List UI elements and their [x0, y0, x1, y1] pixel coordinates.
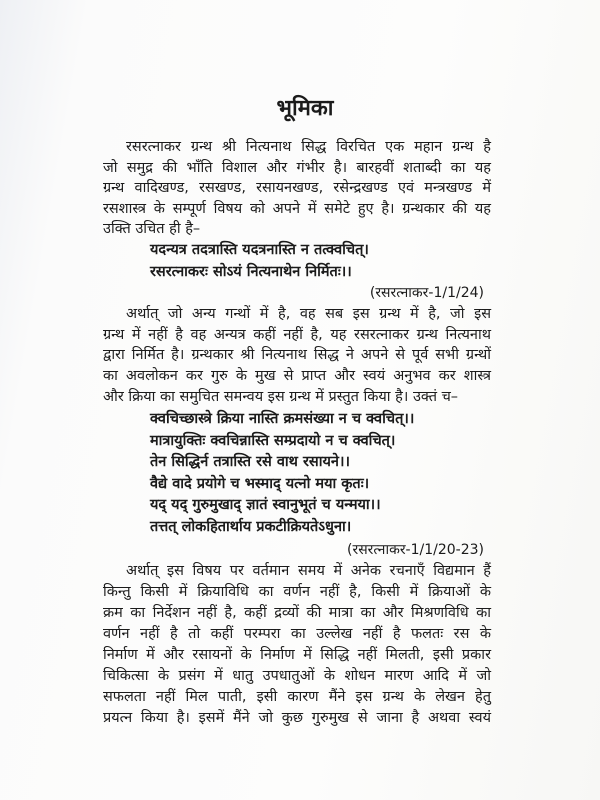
verse-line: वैद्ये वादे प्रयोगे च भस्माद् यत्नो मया कृतः।	[150, 476, 370, 492]
verse-line: तेन सिद्धिर्न तत्रास्ति रसे वाथ रसायने।।	[150, 454, 350, 470]
text-line: निर्माण में और रसायनों के निर्माण में सिद्धि नहीं मिलती, इसी प्रकार	[103, 647, 491, 663]
text-line: ग्रन्थ में नहीं है वह अन्यत्र कहीं नहीं है, यह रसरत्नाकर ग्रन्थ नित्यनाथ	[103, 327, 491, 343]
text-line: रसरत्नाकर ग्रन्थ श्री नित्यनाथ सिद्ध विरचित एक महान ग्रन्थ है	[126, 139, 491, 155]
text-line: ग्रन्थ वादिखण्ड, रसखण्ड, रसायनखण्ड, रसेन्द्रखण्ड एवं मन्त्रखण्ड में	[103, 180, 491, 196]
citation: (रसरत्नाकर-1/1/20-23)	[347, 542, 484, 558]
verse-line: यद् यद् गुरुमुखाद् ज्ञातं स्वानुभूतं च यन्मया।।	[150, 497, 381, 513]
verse-line: यदन्यत्र तदत्रास्ति यदत्रनास्ति न तत्क्वचित्।	[150, 242, 369, 258]
text-line: अर्थात् जो अन्य गन्थों में है, वह सब इस ग्रन्थ में है, जो इस	[126, 306, 491, 322]
text-line: का अवलोकन कर गुरु के मुख से प्राप्त और स्वयं अनुभव कर शास्त्र	[103, 368, 491, 384]
verse-line: क्वचिच्छास्त्रे क्रिया नास्ति क्रमसंख्या न च क्वचित्।।	[150, 411, 415, 427]
verse-line: मात्रायुक्तिः क्वचिन्नास्ति सम्प्रदायो न च क्वचित्।	[150, 433, 396, 449]
text-line: अर्थात् इस विषय पर वर्तमान समय में अनेक रचनाएँ विद्यमान हैं	[126, 563, 491, 579]
text-line: सफलता नहीं मिल पाती, इसी कारण मैंने इस ग्रन्थ के लेखन हेतु	[103, 689, 491, 705]
text-line: वर्णन नहीं है तो कहीं परम्परा का उल्लेख नहीं है फलतः रस के	[103, 626, 491, 642]
page-title: भूमिका	[276, 96, 334, 121]
verse-line: रसरत्नाकरः सोऽयं नित्यनाथेन निर्मितः।।	[150, 264, 352, 280]
verse-line: तत्तत् लोकहितार्थाय प्रकटीक्रियतेऽधुना।	[150, 519, 352, 535]
citation: (रसरत्नाकर-1/1/24)	[369, 285, 484, 301]
text-line: क्रम का निर्देशन नहीं है, कहीं द्रव्यों की मात्रा का और मिश्रणविधि का	[103, 605, 491, 621]
text-line: जो समुद्र की भाँति विशाल और गंभीर है। बारहवीं शताब्दी का यह	[103, 160, 491, 176]
text-line: द्वारा निर्मित है। ग्रन्थकार श्री नित्यनाथ सिद्ध ने अपने से पूर्व सभी ग्रन्थों	[103, 347, 491, 363]
text-line: उक्ति उचित ही है–	[103, 221, 201, 237]
text-line: रसशास्त्र के सम्पूर्ण विषय को अपने में समेटे हुए है। ग्रन्थकार की यह	[103, 201, 491, 217]
text-line: और क्रिया का समुचित समन्वय इस ग्रन्थ में प्रस्तुत किया है। उक्तं च–	[103, 389, 459, 405]
text-line: किन्तु किसी में क्रियाविधि का वर्णन नहीं है, किसी में क्रियाओं के	[103, 584, 491, 600]
text-line: प्रयत्न किया है। इसमें मैंने जो कुछ गुरुमुख से जाना है अथवा स्वयं	[103, 710, 491, 726]
text-line: चिकित्सा के प्रसंग में धातु उपधातुओं के शोधन मारण आदि में जो	[103, 668, 491, 684]
